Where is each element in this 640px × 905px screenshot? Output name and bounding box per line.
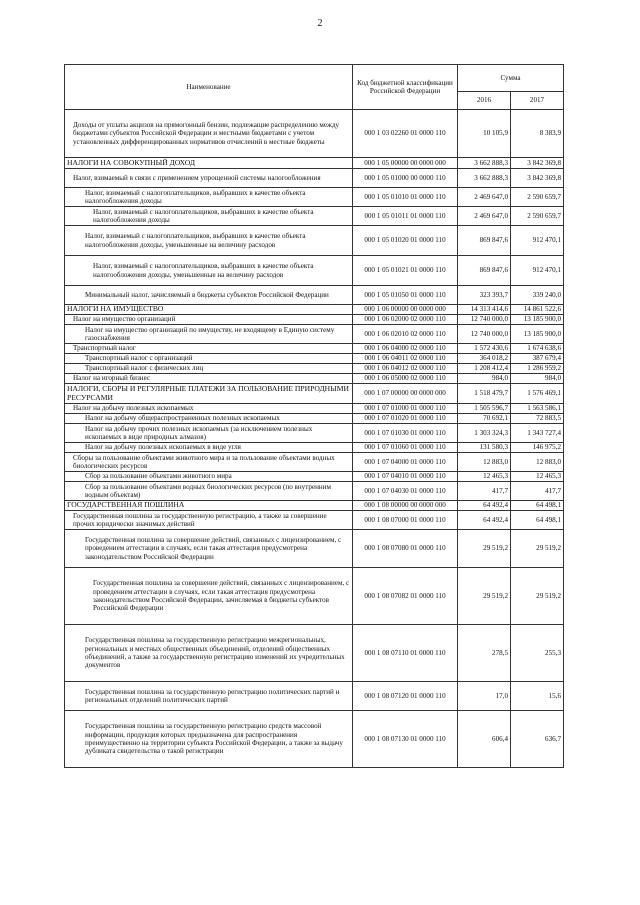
row-code: 000 1 05 01000 00 0000 110 (353, 169, 458, 188)
budget-revenue-table (64, 64, 564, 768)
row-name: Налог, взимаемый с налогоплательщиков, выбравших в качестве объекта налогообложения доходы (65, 188, 353, 207)
row-name: Государственная пошлина за государственную регистрацию средств массовой информации, продукция которых предназначена для распространения преимущественно на территории субъекта Российской Федерации, а также за выдачу дубликата свидетельства о такой регистрации (65, 711, 353, 768)
table-row (65, 384, 564, 404)
row-code: 000 1 08 00000 00 0000 000 (353, 501, 458, 511)
row-value-2017: 1 674 638,6 (511, 344, 564, 354)
table-row (65, 453, 564, 472)
row-name: Сбор за пользование объектами животного мира (65, 472, 353, 482)
row-value-2016: 278,5 (458, 625, 511, 682)
table-row (65, 568, 564, 625)
table-row (65, 414, 564, 424)
row-name: Налог, взимаемый с налогоплательщиков, выбравших в качестве объекта налогообложения доходы (65, 207, 353, 226)
table-row (65, 501, 564, 511)
row-code: 000 1 07 04010 01 0000 110 (353, 472, 458, 482)
row-code: 000 1 05 01011 01 0000 110 (353, 207, 458, 226)
row-value-2016: 64 492,4 (458, 511, 511, 530)
row-value-2017: 255,3 (511, 625, 564, 682)
row-name: Государственная пошлина за совершение действий, связанных с лицензированием, с проведением аттестации в случаях, если такая аттестация предусмотрена законодательством Российской Федерации (65, 530, 353, 568)
row-name: Государственная пошлина за государственную регистрацию, а также за совершение прочих юридически значимых действий (65, 511, 353, 530)
row-name: ГОСУДАРСТВЕННАЯ ПОШЛИНА (65, 501, 353, 511)
row-value-2016: 984,0 (458, 374, 511, 384)
table-row (65, 682, 564, 711)
row-name: Налог, взимаемый с налогоплательщиков, выбравших в качестве объекта налогообложения доходы, уменьшенные на величину расходов (65, 256, 353, 286)
header-sum: Сумма (458, 65, 564, 92)
header-year-2016: 2016 (458, 92, 511, 110)
row-name: Налог на добычу полезных ископаемых (65, 404, 353, 414)
header-name: Наименование (65, 65, 353, 110)
table-row (65, 625, 564, 682)
table-row (65, 711, 564, 768)
row-code: 000 1 07 01060 01 0000 110 (353, 443, 458, 453)
row-value-2016: 869 847,6 (458, 226, 511, 256)
table-row (65, 286, 564, 305)
row-name: Налог на имущество организаций (65, 315, 353, 325)
row-value-2016: 364 018,2 (458, 354, 511, 364)
row-value-2017: 13 185 900,0 (511, 325, 564, 344)
table-row (65, 404, 564, 414)
row-value-2016: 12 740 000,0 (458, 325, 511, 344)
row-value-2016: 29 519,2 (458, 530, 511, 568)
row-value-2017: 417,7 (511, 482, 564, 501)
row-value-2016: 3 662 888,3 (458, 158, 511, 169)
row-value-2017: 2 590 659,7 (511, 188, 564, 207)
row-code: 000 1 06 04000 02 0000 110 (353, 344, 458, 354)
row-name: Минимальный налог, зачисляемый в бюджеты субъектов Российской Федерации (65, 286, 353, 305)
row-code: 000 1 05 01050 01 0000 110 (353, 286, 458, 305)
table-row (65, 364, 564, 374)
row-value-2016: 1 572 430,6 (458, 344, 511, 354)
row-value-2016: 17,0 (458, 682, 511, 711)
row-code: 000 1 06 02010 02 0000 110 (353, 325, 458, 344)
row-value-2017: 12 465,3 (511, 472, 564, 482)
row-name: НАЛОГИ НА ИМУЩЕСТВО (65, 305, 353, 315)
row-value-2016: 1 505 596,7 (458, 404, 511, 414)
row-code: 000 1 06 04012 02 0000 110 (353, 364, 458, 374)
row-code: 000 1 08 07110 01 0000 110 (353, 625, 458, 682)
table-row (65, 374, 564, 384)
table-row (65, 530, 564, 568)
row-value-2017: 72 883,5 (511, 414, 564, 424)
row-value-2017: 636,7 (511, 711, 564, 768)
row-value-2017: 64 498,1 (511, 501, 564, 511)
row-name: НАЛОГИ, СБОРЫ И РЕГУЛЯРНЫЕ ПЛАТЕЖИ ЗА ПОЛЬЗОВАНИЕ ПРИРОДНЫМИ РЕСУРСАМИ (65, 384, 353, 404)
table-row (65, 354, 564, 364)
row-value-2016: 1 518 479,7 (458, 384, 511, 404)
row-name: НАЛОГИ НА СОВОКУПНЫЙ ДОХОД (65, 158, 353, 169)
row-name: Государственная пошлина за совершение действий, связанных с лицензированием, с проведением аттестации в случаях, если такая аттестация предусмотрена законодательством Российской Федерации, зачисляемая в бюджеты субъектов Российской Федерации (65, 568, 353, 625)
table-row (65, 315, 564, 325)
row-name: Сбор за пользование объектами водных биологических ресурсов (по внутренним водным объектам) (65, 482, 353, 501)
row-name: Налог, взимаемый в связи с применением упрощенной системы налогообложения (65, 169, 353, 188)
row-value-2017: 146 975,2 (511, 443, 564, 453)
row-value-2016: 12 883,0 (458, 453, 511, 472)
row-value-2016: 2 469 647,0 (458, 188, 511, 207)
table-row (65, 256, 564, 286)
table-row (65, 305, 564, 315)
table-row (65, 424, 564, 443)
row-code: 000 1 08 07130 01 0000 110 (353, 711, 458, 768)
row-value-2016: 64 492,4 (458, 501, 511, 511)
row-name: Транспортный налог (65, 344, 353, 354)
row-name: Транспортный налог с организаций (65, 354, 353, 364)
row-value-2016: 10 105,9 (458, 110, 511, 158)
row-value-2017: 1 563 586,1 (511, 404, 564, 414)
row-code: 000 1 06 00000 00 0000 000 (353, 305, 458, 315)
row-name: Налог, взимаемый с налогоплательщиков, выбравших в качестве объекта налогообложения доходы, уменьшенные на величину расходов (65, 226, 353, 256)
row-code: 000 1 07 01030 01 0000 110 (353, 424, 458, 443)
row-code: 000 1 05 01010 01 0000 110 (353, 188, 458, 207)
table-row (65, 226, 564, 256)
page-number: 2 (317, 18, 323, 29)
row-value-2017: 29 519,2 (511, 530, 564, 568)
row-value-2016: 131 580,3 (458, 443, 511, 453)
row-name: Налог на игорный бизнес (65, 374, 353, 384)
table-row (65, 188, 564, 207)
row-value-2017: 64 498,1 (511, 511, 564, 530)
table-row (65, 482, 564, 501)
row-value-2017: 3 842 369,8 (511, 158, 564, 169)
row-name: Государственная пошлина за государственную регистрацию межрегиональных, региональных и местных общественных объединений, отделений общественных объединений, а также за государственную регистрацию изменений их учредительных документов (65, 625, 353, 682)
row-name: Доходы от уплаты акцизов на прямогонный бензин, подлежащие распределению между бюджетами субъектов Российской Федерации и местными бюджетами с учетом установленных дифференцированных нормативов отчислений в местные бюджеты (65, 110, 353, 158)
table-row (65, 443, 564, 453)
row-code: 000 1 06 04011 02 0000 110 (353, 354, 458, 364)
row-code: 000 1 08 07082 01 0000 110 (353, 568, 458, 625)
row-name: Транспортный налог с физических лиц (65, 364, 353, 374)
table-row (65, 344, 564, 354)
row-name: Государственная пошлина за государственную регистрацию политических партий и региональных отделений политических партий (65, 682, 353, 711)
row-value-2017: 912 470,1 (511, 256, 564, 286)
row-name: Налог на добычу общераспространенных полезных ископаемых (65, 414, 353, 424)
table-row (65, 207, 564, 226)
row-value-2016: 1 303 324,3 (458, 424, 511, 443)
row-value-2017: 1 343 727,4 (511, 424, 564, 443)
row-value-2017: 984,0 (511, 374, 564, 384)
table-row (65, 325, 564, 344)
table-row (65, 472, 564, 482)
row-code: 000 1 08 07000 01 0000 110 (353, 511, 458, 530)
table-row (65, 169, 564, 188)
table-row (65, 110, 564, 158)
table-row (65, 511, 564, 530)
row-value-2017: 14 861 522,6 (511, 305, 564, 315)
row-code: 000 1 07 01020 01 0000 110 (353, 414, 458, 424)
row-value-2016: 3 662 888,3 (458, 169, 511, 188)
row-value-2017: 1 286 959,2 (511, 364, 564, 374)
row-value-2016: 29 519,2 (458, 568, 511, 625)
row-code: 000 1 06 05000 02 0000 110 (353, 374, 458, 384)
row-code: 000 1 07 04000 01 0000 110 (353, 453, 458, 472)
row-value-2016: 14 313 414,6 (458, 305, 511, 315)
row-code: 000 1 05 01020 01 0000 110 (353, 226, 458, 256)
row-code: 000 1 07 01000 01 0000 110 (353, 404, 458, 414)
row-value-2016: 2 469 647,0 (458, 207, 511, 226)
row-value-2016: 12 740 000,0 (458, 315, 511, 325)
row-name: Налог на добычу прочих полезных ископаемых (за исключением полезных ископаемых в виде природных алмазов) (65, 424, 353, 443)
row-value-2017: 3 842 369,8 (511, 169, 564, 188)
row-value-2017: 13 185 900,0 (511, 315, 564, 325)
row-code: 000 1 05 00000 00 0000 000 (353, 158, 458, 169)
row-value-2017: 15,6 (511, 682, 564, 711)
row-code: 000 1 05 01021 01 0000 110 (353, 256, 458, 286)
row-code: 000 1 07 04030 01 0000 110 (353, 482, 458, 501)
row-value-2016: 869 847,6 (458, 256, 511, 286)
row-value-2016: 323 393,7 (458, 286, 511, 305)
row-name: Сборы за пользование объектами животного мира и за пользование объектами водных биологических ресурсов (65, 453, 353, 472)
row-value-2017: 29 519,2 (511, 568, 564, 625)
row-value-2017: 387 679,4 (511, 354, 564, 364)
row-value-2016: 606,4 (458, 711, 511, 768)
table-body (65, 110, 564, 768)
row-name: Налог на имущество организаций по имуществу, не входящему в Единую систему газоснабжения (65, 325, 353, 344)
header-code: Код бюджетной классификации Российской Федерации (353, 65, 458, 110)
row-code: 000 1 08 07120 01 0000 110 (353, 682, 458, 711)
row-value-2016: 12 465,3 (458, 472, 511, 482)
row-code: 000 1 07 00000 00 0000 000 (353, 384, 458, 404)
row-value-2017: 8 383,9 (511, 110, 564, 158)
row-name: Налог на добычу полезных ископаемых в виде угля (65, 443, 353, 453)
row-value-2017: 2 590 659,7 (511, 207, 564, 226)
row-value-2016: 417,7 (458, 482, 511, 501)
row-value-2017: 912 470,1 (511, 226, 564, 256)
row-code: 000 1 03 02260 01 0000 110 (353, 110, 458, 158)
header-year-2017: 2017 (511, 92, 564, 110)
row-code: 000 1 06 02000 02 0000 110 (353, 315, 458, 325)
row-value-2017: 339 240,0 (511, 286, 564, 305)
row-code: 000 1 08 07080 01 0000 110 (353, 530, 458, 568)
row-value-2016: 1 208 412,4 (458, 364, 511, 374)
row-value-2016: 70 692,1 (458, 414, 511, 424)
row-value-2017: 1 576 469,1 (511, 384, 564, 404)
row-value-2017: 12 883,0 (511, 453, 564, 472)
table-row (65, 158, 564, 169)
